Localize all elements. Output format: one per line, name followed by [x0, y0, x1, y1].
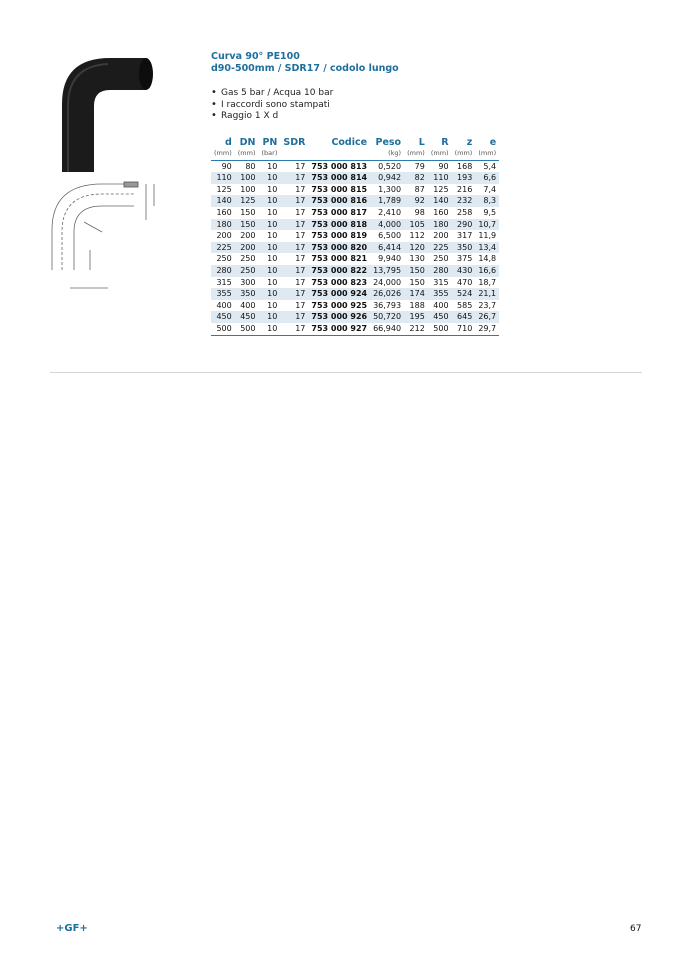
table-cell: 10 — [259, 288, 281, 300]
table-cell: 90 — [221, 161, 232, 171]
table-cell: 317 — [457, 231, 473, 241]
table-cell: 17 — [295, 300, 306, 310]
table-cell: 300 — [240, 277, 256, 287]
column-header: PN — [262, 136, 278, 148]
column-header: R — [441, 136, 449, 148]
product-title — [211, 51, 399, 75]
column-unit: (bar) — [259, 148, 281, 160]
table-cell: 80 — [245, 161, 256, 171]
table-cell: 280 — [211, 265, 235, 277]
column-unit: (mm) — [452, 148, 476, 160]
table-cell: 10 — [267, 184, 278, 194]
table-row — [211, 219, 499, 231]
table-row — [211, 184, 499, 196]
column-header: SDR — [283, 136, 306, 148]
feature-item: • Gas 5 bar / Acqua 10 bar — [211, 88, 333, 100]
table-cell: 753 000 823 — [311, 277, 368, 287]
table-cell: 250 — [240, 254, 256, 264]
table-cell: 10 — [267, 231, 278, 241]
table-cell: 125 — [235, 195, 259, 207]
table-cell: 753 000 820 — [308, 242, 370, 254]
table-cell: 10 — [259, 323, 281, 335]
table-row — [211, 207, 499, 219]
table-cell: 0,942 — [370, 172, 404, 184]
table-cell: 150 — [404, 265, 428, 277]
pipe-elbow-photo — [48, 44, 158, 172]
feature-list — [211, 88, 333, 123]
table-cell: 17 — [280, 219, 308, 231]
table-cell: 212 — [404, 323, 428, 335]
table-cell: 160 — [433, 207, 449, 217]
table-cell: 375 — [457, 254, 473, 264]
table-cell: 23,7 — [478, 300, 497, 310]
table-cell: 79 — [414, 161, 425, 171]
table-cell: 1,300 — [378, 184, 402, 194]
table-cell: 10 — [259, 195, 281, 207]
column-unit: (mm) — [428, 148, 452, 160]
table-units-row — [211, 148, 499, 160]
table-cell: 26,7 — [475, 311, 499, 323]
table-cell: 100 — [240, 184, 256, 194]
table-cell: 450 — [235, 311, 259, 323]
table-cell: 645 — [452, 311, 476, 323]
table-row — [211, 242, 499, 254]
table-cell: 350 — [235, 288, 259, 300]
table-cell: 290 — [452, 219, 476, 231]
column-unit: (mm) — [211, 148, 235, 160]
table-cell: 180 — [428, 219, 452, 231]
table-cell: 17 — [280, 323, 308, 335]
table-cell: 500 — [235, 323, 259, 335]
table-cell: 100 — [235, 172, 259, 184]
table-cell: 753 000 926 — [308, 311, 370, 323]
table-cell: 150 — [240, 207, 256, 217]
table-cell: 10 — [259, 172, 281, 184]
table-cell: 10 — [259, 265, 281, 277]
table-cell: 1,789 — [370, 195, 404, 207]
table-body — [211, 160, 499, 335]
table-cell: 10 — [259, 242, 281, 254]
column-unit — [280, 148, 308, 160]
table-cell: 16,6 — [475, 265, 499, 277]
page-number: 67 — [630, 924, 642, 934]
table-cell: 753 000 819 — [311, 231, 368, 241]
table-cell: 355 — [428, 288, 452, 300]
table-cell: 753 000 815 — [311, 184, 368, 194]
table-cell: 9,940 — [378, 254, 402, 264]
table-cell: 87 — [414, 184, 425, 194]
table-cell: 450 — [428, 311, 452, 323]
table-cell: 17 — [295, 231, 306, 241]
table-cell: 753 000 813 — [311, 161, 368, 171]
divider — [50, 372, 642, 373]
table-cell: 11,9 — [478, 231, 497, 241]
table-cell: 200 — [235, 242, 259, 254]
dimensions-table — [211, 136, 499, 336]
table-row — [211, 160, 499, 172]
column-header: d — [224, 136, 232, 148]
table-row — [211, 265, 499, 277]
table-cell: 120 — [404, 242, 428, 254]
column-header: e — [489, 136, 497, 148]
table-cell: 160 — [216, 207, 232, 217]
table-cell: 250 — [235, 265, 259, 277]
table-cell: 82 — [404, 172, 428, 184]
gf-logo: +GF+ — [56, 923, 88, 934]
table-cell: 13,795 — [370, 265, 404, 277]
table-cell: 753 000 821 — [311, 254, 368, 264]
table-cell: 180 — [211, 219, 235, 231]
table-cell: 10 — [267, 277, 278, 287]
title-line-1: Curva 90° PE100 — [211, 51, 300, 62]
table-cell: 450 — [211, 311, 235, 323]
table-cell: 315 — [216, 277, 232, 287]
table-cell: 6,6 — [475, 172, 499, 184]
table-cell: 193 — [452, 172, 476, 184]
table-cell: 110 — [428, 172, 452, 184]
column-header: L — [418, 136, 425, 148]
table-cell: 2,410 — [378, 207, 402, 217]
table-cell: 17 — [295, 207, 306, 217]
table-cell: 6,414 — [370, 242, 404, 254]
table-cell: 9,5 — [483, 207, 497, 217]
table-row — [211, 195, 499, 207]
table-cell: 125 — [216, 184, 232, 194]
table-row — [211, 172, 499, 184]
table-cell: 200 — [240, 231, 256, 241]
table-cell: 105 — [404, 219, 428, 231]
table-cell: 17 — [295, 277, 306, 287]
table-cell: 10 — [259, 219, 281, 231]
table-cell: 17 — [295, 161, 306, 171]
table-cell: 350 — [452, 242, 476, 254]
table-cell: 753 000 817 — [311, 207, 368, 217]
table-cell: 753 000 925 — [311, 300, 368, 310]
table-cell: 17 — [295, 184, 306, 194]
table-cell: 500 — [211, 323, 235, 335]
table-cell: 18,7 — [478, 277, 497, 287]
table-cell: 0,520 — [378, 161, 402, 171]
table-cell: 90 — [438, 161, 449, 171]
table-cell: 753 000 822 — [308, 265, 370, 277]
feature-item: • Raggio 1 X d — [211, 111, 333, 123]
table-cell: 753 000 814 — [308, 172, 370, 184]
table-cell: 10 — [267, 207, 278, 217]
column-header: Peso — [375, 136, 402, 148]
column-header: DN — [239, 136, 256, 148]
table-cell: 17 — [295, 254, 306, 264]
table-cell: 470 — [457, 277, 473, 287]
table-cell: 24,000 — [373, 277, 402, 287]
table-cell: 36,793 — [373, 300, 402, 310]
table-cell: 5,4 — [483, 161, 497, 171]
table-cell: 225 — [211, 242, 235, 254]
column-unit: (kg) — [370, 148, 404, 160]
table-cell: 98 — [414, 207, 425, 217]
table-cell: 258 — [457, 207, 473, 217]
table-cell: 195 — [404, 311, 428, 323]
table-cell: 355 — [211, 288, 235, 300]
table-cell: 188 — [409, 300, 425, 310]
feature-item: • I raccordi sono stampati — [211, 100, 333, 112]
table-cell: 753 000 816 — [308, 195, 370, 207]
column-unit — [308, 148, 370, 160]
table-cell: 524 — [452, 288, 476, 300]
table-cell: 500 — [428, 323, 452, 335]
table-cell: 430 — [452, 265, 476, 277]
table-row — [211, 300, 499, 312]
table-cell: 21,1 — [475, 288, 499, 300]
table-cell: 66,940 — [370, 323, 404, 335]
column-header: Codice — [331, 136, 368, 148]
table-cell: 174 — [404, 288, 428, 300]
table-cell: 17 — [280, 172, 308, 184]
table-cell: 315 — [433, 277, 449, 287]
table-cell: 250 — [433, 254, 449, 264]
table-cell: 10 — [259, 311, 281, 323]
table-cell: 400 — [433, 300, 449, 310]
table-cell: 216 — [457, 184, 473, 194]
table-row — [211, 253, 499, 265]
table-cell: 14,8 — [478, 254, 497, 264]
table-cell: 150 — [235, 219, 259, 231]
table-cell: 753 000 924 — [308, 288, 370, 300]
table-cell: 280 — [428, 265, 452, 277]
table-cell: 26,026 — [370, 288, 404, 300]
table-cell: 92 — [404, 195, 428, 207]
table-cell: 200 — [433, 231, 449, 241]
table-cell: 7,4 — [483, 184, 497, 194]
table-cell: 125 — [433, 184, 449, 194]
table-cell: 10 — [267, 300, 278, 310]
table-cell: 10 — [267, 254, 278, 264]
table-cell: 10 — [267, 161, 278, 171]
column-unit: (mm) — [475, 148, 499, 160]
table-cell: 110 — [211, 172, 235, 184]
table-cell: 232 — [452, 195, 476, 207]
table-cell: 710 — [452, 323, 476, 335]
table-cell: 4,000 — [370, 219, 404, 231]
table-cell: 17 — [280, 242, 308, 254]
table-cell: 753 000 927 — [308, 323, 370, 335]
table-cell: 17 — [280, 288, 308, 300]
table-row — [211, 277, 499, 289]
column-unit: (mm) — [235, 148, 259, 160]
table-cell: 130 — [409, 254, 425, 264]
table-cell: 17 — [280, 311, 308, 323]
table-cell: 112 — [409, 231, 425, 241]
table-row — [211, 288, 499, 300]
table-cell: 17 — [280, 265, 308, 277]
table-cell: 50,720 — [370, 311, 404, 323]
table-cell: 150 — [409, 277, 425, 287]
table-cell: 200 — [216, 231, 232, 241]
table-cell: 225 — [428, 242, 452, 254]
table-cell: 585 — [457, 300, 473, 310]
table-cell: 400 — [240, 300, 256, 310]
column-header: z — [466, 136, 473, 148]
table-cell: 6,500 — [378, 231, 402, 241]
table-row — [211, 323, 499, 335]
title-line-2: d90-500mm / SDR17 / codolo lungo — [211, 63, 399, 74]
table-cell: 13,4 — [475, 242, 499, 254]
table-cell: 17 — [280, 195, 308, 207]
table-cell: 753 000 818 — [308, 219, 370, 231]
column-unit: (mm) — [404, 148, 428, 160]
table-header-row — [211, 136, 499, 148]
table-cell: 250 — [216, 254, 232, 264]
technical-drawing — [44, 170, 162, 290]
table-cell: 10,7 — [475, 219, 499, 231]
table-row — [211, 311, 499, 323]
table-cell: 400 — [216, 300, 232, 310]
table-row — [211, 230, 499, 242]
table-cell: 8,3 — [475, 195, 499, 207]
table-cell: 140 — [428, 195, 452, 207]
table-cell: 29,7 — [475, 323, 499, 335]
table-cell: 140 — [211, 195, 235, 207]
table-cell: 168 — [457, 161, 473, 171]
